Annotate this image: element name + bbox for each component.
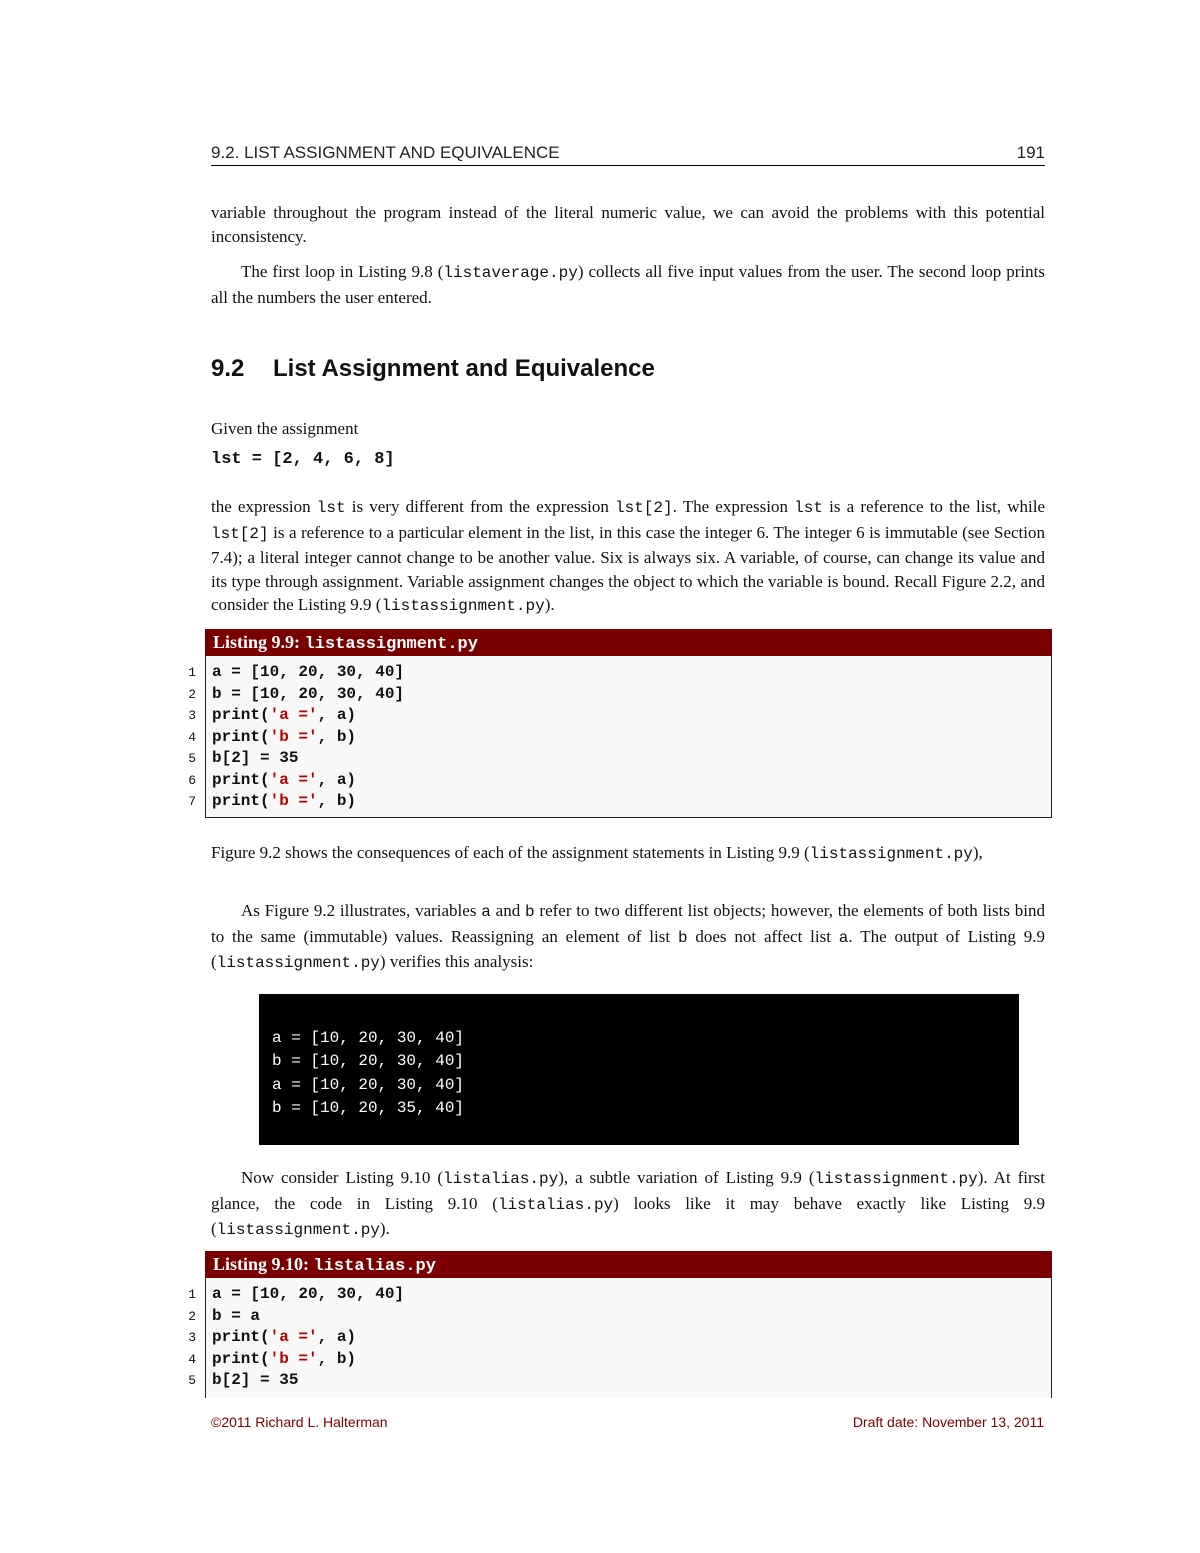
- line-number: 3: [188, 708, 196, 723]
- code-text: , b): [317, 792, 357, 810]
- inline-code: listalias.py: [443, 1170, 559, 1188]
- section-number: 9.2: [211, 355, 245, 382]
- running-header-title: 9.2. LIST ASSIGNMENT AND EQUIVALENCE: [211, 143, 560, 162]
- code-text: print(: [212, 706, 270, 724]
- listing-filename: listalias.py: [313, 1257, 436, 1276]
- line-number: 4: [188, 1351, 196, 1367]
- code-text: , a): [317, 1328, 357, 1346]
- inline-code: listalias.py: [497, 1195, 614, 1214]
- paragraph-continuation: [211, 201, 1045, 248]
- line-number: 6: [188, 772, 196, 788]
- inline-code: a: [838, 928, 849, 947]
- paragraph-now-consider: [211, 1166, 1045, 1243]
- inline-code: lst: [316, 499, 346, 517]
- code-text: a = [10, 20, 30, 40]: [212, 663, 405, 681]
- code-line: [188, 705, 1051, 727]
- paragraph-expression: [211, 495, 1045, 619]
- code-text: b[2] = 35: [212, 749, 299, 767]
- code-line: [188, 1370, 1051, 1392]
- paragraph-first-loop: [211, 260, 1045, 309]
- section-title: List Assignment and Equivalence: [273, 355, 655, 382]
- inline-code: b: [677, 928, 688, 947]
- text-run: is a reference to the list, while: [822, 497, 1045, 516]
- code-text: b = [10, 20, 30, 40]: [212, 684, 405, 703]
- paragraph-text: variable throughout the program instead of the literal numeric value, we can avoid the problems with this potential inconsistency.: [211, 203, 1045, 246]
- text-run: ).: [544, 595, 555, 614]
- text-run: ) collects all five input values from the user. The second loop prints all the numbers the user entered.: [211, 262, 1045, 307]
- inline-code: b: [525, 903, 535, 921]
- code-text: b[2] = 35: [212, 1371, 299, 1389]
- code-line: [188, 770, 1051, 792]
- output-line: b = [10, 20, 30, 40]: [272, 1052, 465, 1070]
- text-run: As Figure 9.2 illustrates, variables: [241, 901, 482, 920]
- code-string: 'b =': [269, 727, 318, 746]
- line-number: 7: [188, 794, 196, 809]
- listing-code-body: [188, 656, 1052, 818]
- code-line: [188, 1349, 1051, 1371]
- inline-code: listassignment.py: [216, 1221, 380, 1239]
- program-output-console: [259, 994, 1019, 1145]
- listing-label: Listing 9.9:: [213, 632, 305, 652]
- code-text: , a): [317, 706, 357, 724]
- text-run: . The expression: [672, 497, 795, 516]
- text-run: refer to two different list objects; however, the elements of both lists bind to the same (immutable) values. Reassigning an element of list: [211, 901, 1046, 946]
- output-line: a = [10, 20, 30, 40]: [272, 1076, 465, 1094]
- code-string: 'b =': [269, 1349, 318, 1368]
- listing-code-body: [188, 1278, 1052, 1398]
- code-line: [188, 1284, 1051, 1306]
- listing-label: Listing 9.10:: [213, 1254, 314, 1274]
- code-string: 'a =': [269, 706, 318, 724]
- inline-code: a: [481, 903, 491, 921]
- code-line: [188, 662, 1051, 684]
- text-run: . The output of Listing 9.9 (: [211, 926, 1046, 971]
- inline-code: listassignment.py: [814, 1170, 978, 1188]
- line-number: 3: [188, 1330, 196, 1345]
- code-text: , b): [317, 1349, 357, 1368]
- listing-header: [205, 629, 1052, 656]
- paragraph-text: Given the assignment: [211, 419, 359, 438]
- text-run: The first loop in Listing 9.8 (: [241, 262, 444, 281]
- line-number: 1: [188, 665, 196, 680]
- inline-code: listassignment.py: [809, 845, 973, 863]
- text-run: and: [490, 901, 526, 920]
- text-run: ), a subtle variation of Listing 9.9 (: [558, 1168, 815, 1187]
- line-number: 1: [188, 1287, 196, 1302]
- text-run: ) verifies this analysis:: [379, 952, 534, 971]
- line-number: 2: [188, 1308, 196, 1324]
- text-run: is a reference to a particular element in the list, in this case the integer 6. The integer 6 is immutable (see Section 7.4); a literal integer cannot change to be another value. Six is always six. A variable, of course, can change its value and its type through assignment. Variable assignment changes the object to which the variable is bound. Recall Figure 2.2, and consider the Listing 9.9 (: [211, 522, 1045, 614]
- code-line: [188, 1327, 1051, 1349]
- assignment-example: lst = [2, 4, 6, 8]: [211, 450, 395, 469]
- line-number: 2: [188, 686, 196, 702]
- section-heading: [211, 355, 655, 383]
- code-line: [188, 727, 1051, 749]
- page-number: 191: [1016, 143, 1045, 162]
- inline-code: lst: [794, 499, 823, 517]
- code-string: 'a =': [269, 770, 318, 789]
- line-number: 4: [188, 729, 196, 745]
- paragraph-figure-consequences: [211, 841, 1071, 867]
- output-line: a = [10, 20, 30, 40]: [272, 1029, 465, 1047]
- code-line: [188, 748, 1051, 770]
- listing-header: [205, 1251, 1052, 1278]
- text-run: ).: [379, 1219, 390, 1238]
- text-run: is very different from the expression: [345, 497, 615, 516]
- listing-listalias: [188, 1251, 1052, 1398]
- inline-code: listassignment.py: [381, 597, 545, 615]
- text-run: Now consider Listing 9.10 (: [241, 1168, 443, 1187]
- paragraph-given: [211, 417, 1045, 441]
- text-run: ) looks like it may behave exactly like Listing 9.9 (: [211, 1193, 1045, 1238]
- code-line: [188, 684, 1051, 706]
- inline-code: listassignment.py: [216, 954, 380, 972]
- text-run: ),: [972, 843, 983, 862]
- code-string: 'a =': [269, 1328, 318, 1346]
- text-run: Figure 9.2 shows the consequences of each of the assignment statements in Listing 9.9 (: [211, 843, 810, 862]
- code-text: , a): [317, 770, 357, 789]
- footer-copyright: ©2011 Richard L. Halterman: [211, 1414, 388, 1430]
- paragraph-figure-illustrates: [211, 899, 1045, 976]
- code-text: print(: [212, 792, 270, 810]
- code-text: print(: [212, 727, 270, 746]
- code-text: a = [10, 20, 30, 40]: [212, 1285, 405, 1303]
- code-line: [188, 1306, 1051, 1328]
- code-line: [188, 791, 1051, 813]
- inline-code: lst[2]: [615, 499, 673, 517]
- text-run: does not affect list: [687, 926, 839, 946]
- line-number: 5: [188, 751, 196, 766]
- line-number: 5: [188, 1373, 196, 1388]
- inline-code: lst[2]: [211, 524, 269, 543]
- text-run: the expression: [211, 497, 317, 516]
- code-text: print(: [212, 770, 270, 789]
- code-text: , b): [317, 727, 357, 746]
- listing-listassignment: [188, 629, 1052, 818]
- text-run: ). At first glance, the code in Listing 9.10 (: [211, 1168, 1046, 1213]
- code-text: print(: [212, 1328, 270, 1346]
- code-text: b = a: [212, 1306, 261, 1325]
- listing-filename: listassignment.py: [304, 635, 478, 654]
- inline-code: listaverage.py: [443, 264, 578, 282]
- output-line: b = [10, 20, 35, 40]: [272, 1099, 465, 1117]
- footer-draft-date: Draft date: November 13, 2011: [852, 1414, 1044, 1430]
- code-text: print(: [212, 1349, 270, 1368]
- running-header: [211, 141, 1045, 166]
- code-string: 'b =': [269, 792, 318, 810]
